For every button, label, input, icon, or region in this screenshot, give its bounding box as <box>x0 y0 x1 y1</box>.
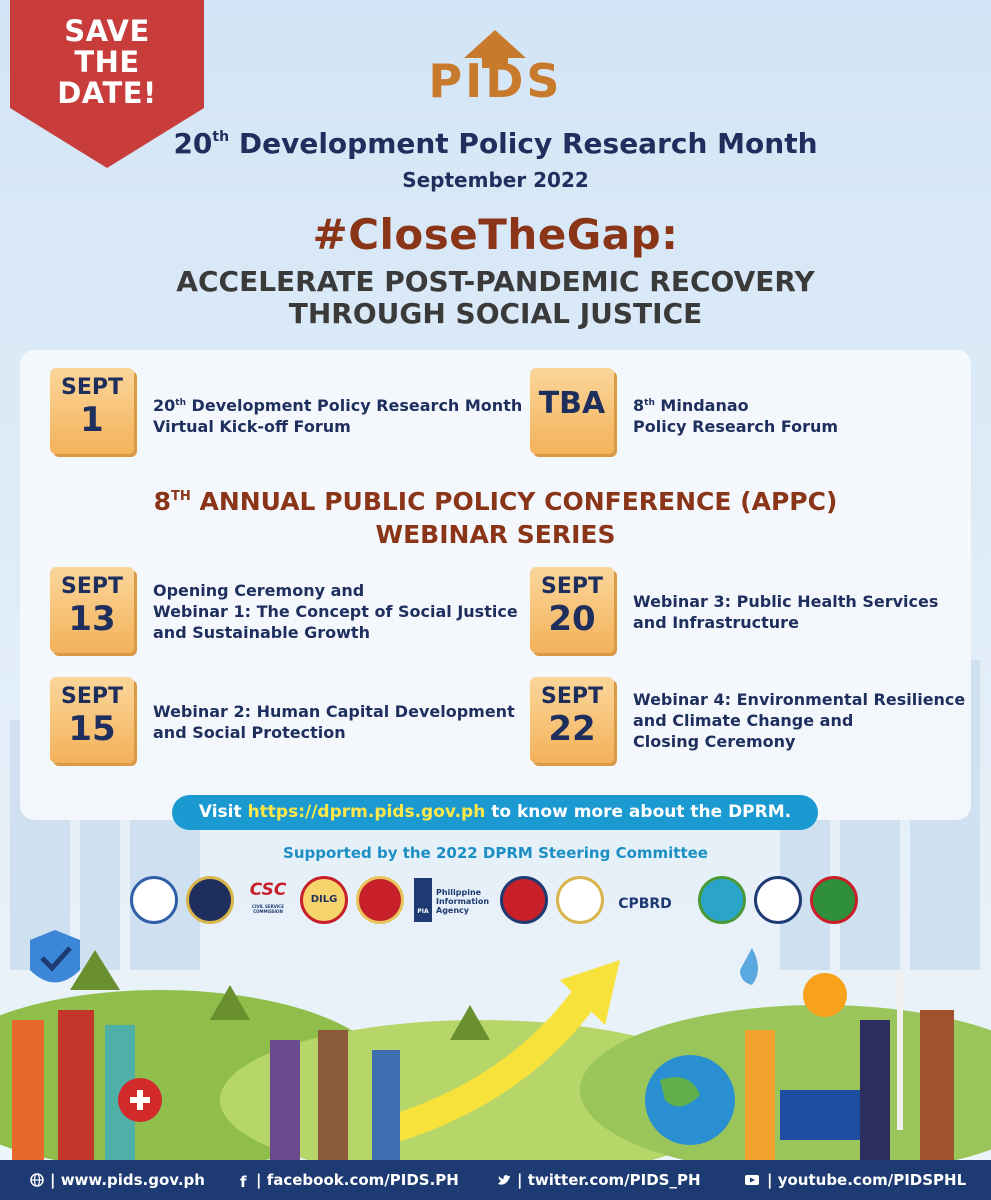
deped-seal-icon <box>754 876 802 924</box>
date-badge-sept-1 <box>50 368 134 454</box>
agency-seal-icon <box>186 876 234 924</box>
csc-logo-text: CSC <box>249 880 287 900</box>
globe-icon <box>30 1173 44 1187</box>
agency-seal-icon <box>356 876 404 924</box>
ribbon-line-3: DATE! <box>57 76 157 110</box>
date-badge-sept-13: SEPT 13 <box>50 567 134 653</box>
committee-seals <box>130 876 870 930</box>
footer-facebook-text: facebook.com/PIDS.PH <box>266 1171 459 1189</box>
event-webinar-1: Opening Ceremony and Webinar 1: The Concept of Social Justice and Sustainable Growth <box>153 581 518 642</box>
climate-change-seal-icon <box>698 876 746 924</box>
agency-seal-icon <box>130 876 178 924</box>
social-footer <box>0 1160 991 1200</box>
date-badge-tba <box>530 368 614 454</box>
youtube-icon <box>743 1173 761 1187</box>
event-webinar-3: Webinar 3: Public Health Services and Infrastructure <box>633 592 939 632</box>
senate-seal-icon <box>556 876 604 924</box>
hashtag-title: #CloseTheGap: <box>312 210 679 259</box>
dilg-seal-icon: DILG <box>300 876 348 924</box>
doh-seal-icon <box>810 876 858 924</box>
support-text: Supported by the 2022 DPRM Steering Committee <box>283 844 708 862</box>
pids-logo <box>428 28 563 108</box>
agency-seal-icon <box>500 876 548 924</box>
csc-logo-subtext: CIVIL SERVICE COMMISSION <box>252 904 284 914</box>
cpbrd-logo: CPBRD <box>618 896 672 912</box>
twitter-icon <box>497 1173 511 1187</box>
footer-website-link[interactable]: | www.pids.gov.ph <box>30 1171 205 1189</box>
csc-logo <box>242 880 294 924</box>
event-webinar-2: Webinar 2: Human Capital Development and Social Protection <box>153 702 515 742</box>
footer-twitter-link[interactable]: | twitter.com/PIDS_PH <box>497 1171 701 1189</box>
date-badge-sept-15: SEPT 15 <box>50 677 134 763</box>
ribbon-line-2: THE <box>74 45 140 79</box>
footer-twitter-text: twitter.com/PIDS_PH <box>527 1171 701 1189</box>
footer-youtube-text: youtube.com/PIDSPHL <box>777 1171 967 1189</box>
facebook-icon: f <box>240 1173 247 1191</box>
footer-facebook-link[interactable]: f | facebook.com/PIDS.PH <box>240 1171 459 1191</box>
conference-heading: 8TH ANNUAL PUBLIC POLICY CONFERENCE (APPC) WEBINAR SERIES <box>153 487 838 549</box>
event-kickoff-forum: 20th Development Policy Research Month Virtual Kick-off Forum <box>153 396 523 436</box>
date-month: TBA <box>538 386 606 421</box>
event-webinar-4: Webinar 4: Environmental Resilience and Climate Change and Closing Ceremony <box>633 690 966 751</box>
date-month: SEPT <box>60 375 123 400</box>
page-subtitle: September 2022 <box>402 168 589 192</box>
footer-website-text: www.pids.gov.ph <box>60 1171 205 1189</box>
theme-line-1: ACCELERATE POST-PANDEMIC RECOVERY <box>176 265 815 298</box>
pia-logo-name: Philippine Information Agency <box>436 888 490 915</box>
dprm-website-link[interactable]: https://dprm.pids.gov.ph <box>247 802 486 822</box>
logo-text: PIDS <box>428 54 563 108</box>
pia-logo <box>414 878 494 926</box>
ribbon-line-1: SAVE <box>64 14 150 48</box>
page-title: 20th Development Policy Research Month <box>173 127 818 160</box>
event-mindanao-forum: 8th Mindanao Policy Research Forum <box>633 396 839 436</box>
people-illustration <box>0 930 991 1160</box>
theme-text <box>0 266 991 330</box>
date-badge-sept-20: SEPT 20 <box>530 567 614 653</box>
date-badge-sept-22: SEPT 22 <box>530 677 614 763</box>
date-day: 1 <box>80 400 104 440</box>
visit-website-banner[interactable]: Visit https://dprm.pids.gov.ph to know more about the DPRM. <box>172 795 818 830</box>
ribbon-label <box>10 16 204 109</box>
pia-logo-mark: PIA <box>414 878 432 922</box>
footer-youtube-link[interactable]: | youtube.com/PIDSPHL <box>743 1171 966 1189</box>
theme-line-2: THROUGH SOCIAL JUSTICE <box>288 297 703 330</box>
